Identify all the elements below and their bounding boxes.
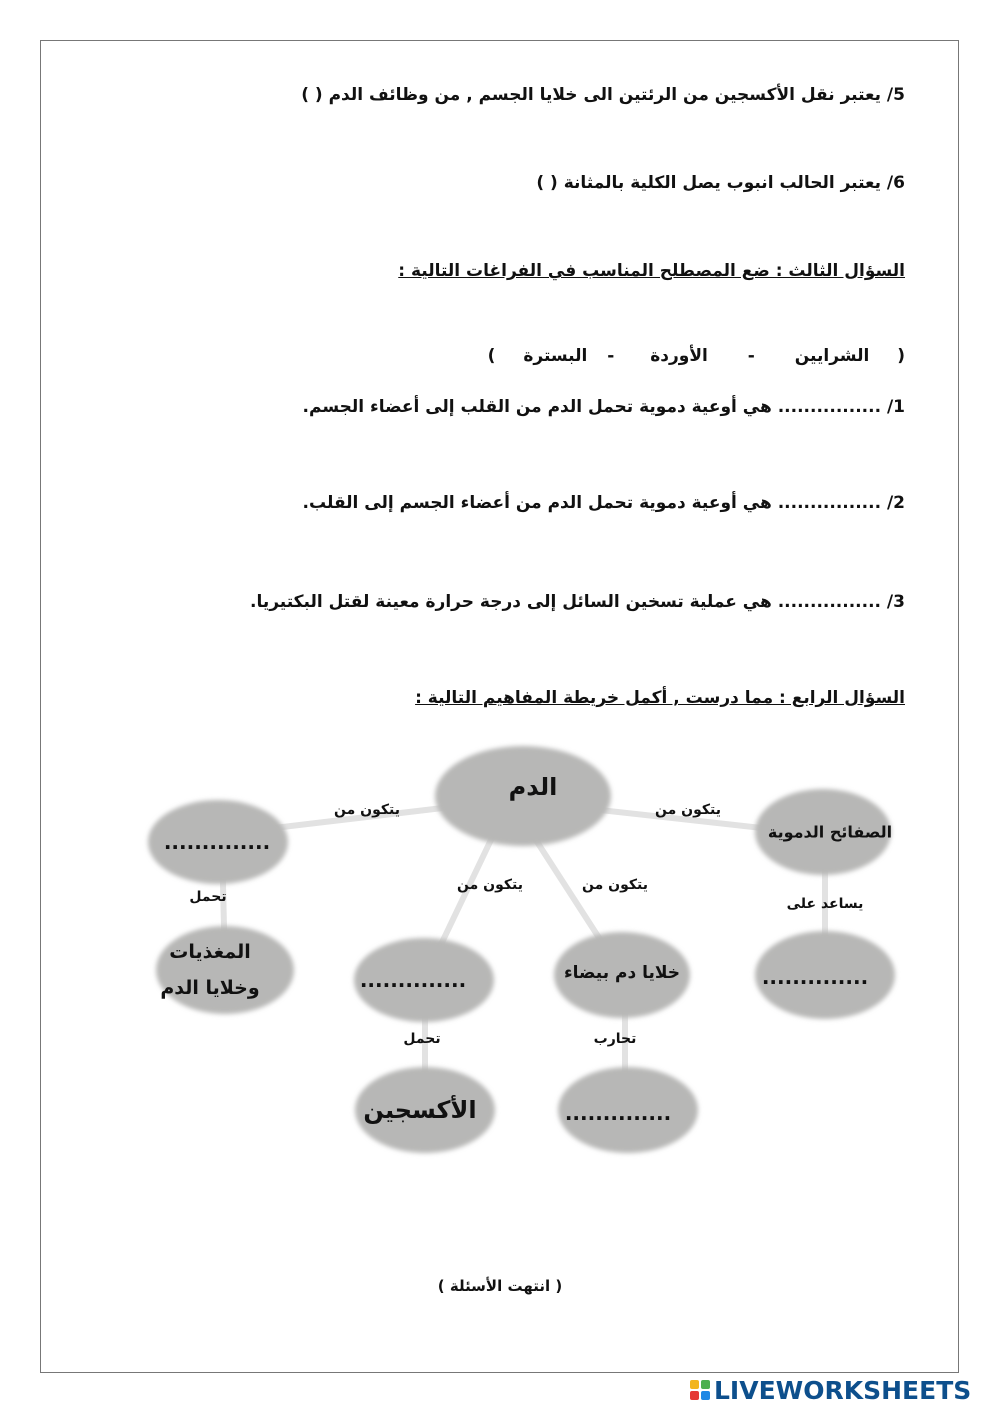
fill-item-2: 2/ ................ هي أوعية دموية تحمل الدم من أعضاء الجسم إلى القلب. [302,493,905,513]
logo-square [701,1380,710,1389]
logo-square [690,1391,699,1400]
node-blood: الدم [508,773,558,801]
term-arteries: الشرايين [794,346,870,366]
node-blank-bottom: .............. [564,1101,672,1125]
node-nutrients-line2: وخلايا الدم [160,977,260,999]
term-separator: - [607,346,615,366]
term-veins: الأوردة [650,346,708,366]
edge-label-fights: تحارب [593,1031,637,1047]
terms-open: ( [897,346,905,366]
terms-close: ) [487,346,496,366]
fill-item-3: 3/ ................ هي عملية تسخين السائل إلى درجة حرارة معينة لقتل البكتيريا. [249,592,905,612]
edge-label-carries-mid: تحمل [403,1031,441,1047]
node-platelets: الصفائح الدموية [767,822,893,842]
question-5: 5/ يعتبر نقل الأكسجين من الرئتين الى خلايا الجسم , من وظائف الدم ( ) [301,85,905,105]
section4-heading: السؤال الرابع : مما درست , أكمل خريطة المفاهيم التالية : [415,688,905,708]
edge-label-consists-midright: يتكون من [582,877,648,893]
node-oxygen: الأكسجين [363,1096,477,1124]
term-separator: - [747,346,755,366]
edge-label-consists-midleft: يتكون من [457,877,523,893]
section3-heading: السؤال الثالث : ضع المصطلح المناسب في الفراغات التالية : [398,261,905,281]
logo-grid-icon [690,1380,710,1400]
liveworksheets-logo [690,1374,971,1406]
edge-label-carries-left: تحمل [189,889,227,905]
node-nutrients-line1: المغذيات [169,941,251,963]
end-of-questions: ( انتهت الأسئلة ) [437,1277,563,1295]
edge-label-helps: يساعد على [786,896,864,912]
edge-label-consists-left: يتكون من [334,802,400,818]
node-blank-mid: .............. [359,968,467,992]
node-white-cells: خلايا دم بيضاء [563,963,681,983]
edge-label-consists-right: يتكون من [655,802,721,818]
connector-lines [215,800,825,1110]
fill-item-1: 1/ ................ هي أوعية دموية تحمل الدم من القلب إلى أعضاء الجسم. [302,397,905,417]
logo-square [701,1391,710,1400]
brand-name: LIVEWORKSHEETS [714,1375,972,1405]
node-blank-right: .............. [761,965,869,989]
node-nutrients-shape [156,926,294,1014]
term-pasteurization: البسترة [523,346,588,366]
question-6: 6/ يعتبر الحالب انبوب يصل الكلية بالمثانة ( ) [536,173,905,193]
logo-square [690,1380,699,1389]
node-blank-left: .............. [163,830,271,854]
